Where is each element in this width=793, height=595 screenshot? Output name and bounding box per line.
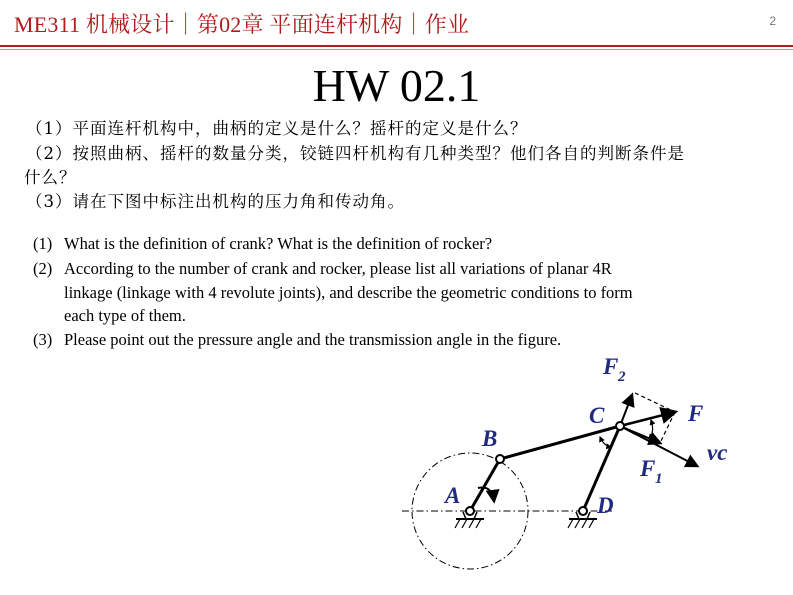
label-b: B bbox=[482, 426, 498, 451]
transmission-angle-arc bbox=[600, 437, 611, 447]
label-d: D bbox=[597, 493, 614, 518]
coupler-link-bc bbox=[500, 426, 620, 459]
joint-b bbox=[496, 455, 504, 463]
question-text: Please point out the pressure angle and the transmission angle in the figure. bbox=[64, 330, 562, 349]
parallelogram-side bbox=[660, 412, 675, 443]
label-c: C bbox=[589, 403, 605, 428]
question-cn-1: （1）平面连杆机构中，曲柄的定义是什么？摇杆的定义是什么？ bbox=[26, 119, 528, 138]
label-vc: vc bbox=[707, 440, 728, 465]
question-cn-2-cont: 什么？ bbox=[24, 168, 77, 187]
label-f2: F bbox=[603, 354, 619, 379]
velocity-vc-arrow bbox=[620, 426, 697, 466]
label-f1: F bbox=[640, 456, 656, 481]
slide-title: HW 02.1 bbox=[312, 60, 481, 111]
question-cn-3: （3）请在下图中标注出机构的压力角和传动角。 bbox=[26, 192, 405, 211]
joint-d bbox=[579, 507, 587, 515]
question-cn-2: （2）按照曲柄、摇杆的数量分类，铰链四杆机构有几种类型？他们各自的判断条件是 bbox=[26, 144, 685, 163]
pressure-angle-arc bbox=[649, 420, 653, 439]
slide-header: ME311 机械设计｜第02章 平面连杆机构｜作业 bbox=[14, 12, 470, 37]
label-a: A bbox=[445, 483, 461, 508]
label-f: F bbox=[688, 401, 704, 426]
question-number: (2) bbox=[33, 259, 53, 278]
force-f1-arrow bbox=[620, 426, 660, 443]
joint-c bbox=[616, 422, 624, 430]
joint-a bbox=[466, 507, 474, 515]
page-number: 2 bbox=[769, 14, 776, 28]
question-text: What is the definition of crank? What is the definition of rocker? bbox=[64, 234, 493, 253]
label-f2-subscript: 2 bbox=[618, 369, 626, 385]
question-number: (3) bbox=[33, 330, 53, 349]
crank-link-ab bbox=[470, 459, 500, 511]
force-f-arrow bbox=[620, 412, 675, 426]
question-text: linkage (linkage with 4 revolute joints), and describe the geometric conditions to form bbox=[64, 283, 633, 302]
question-text: each type of them. bbox=[64, 306, 186, 325]
parallelogram-top bbox=[635, 393, 675, 412]
question-number: (1) bbox=[33, 234, 53, 253]
question-text: According to the number of crank and rocker, please list all variations of planar 4R bbox=[64, 259, 612, 278]
label-f1-subscript: 1 bbox=[655, 471, 663, 487]
